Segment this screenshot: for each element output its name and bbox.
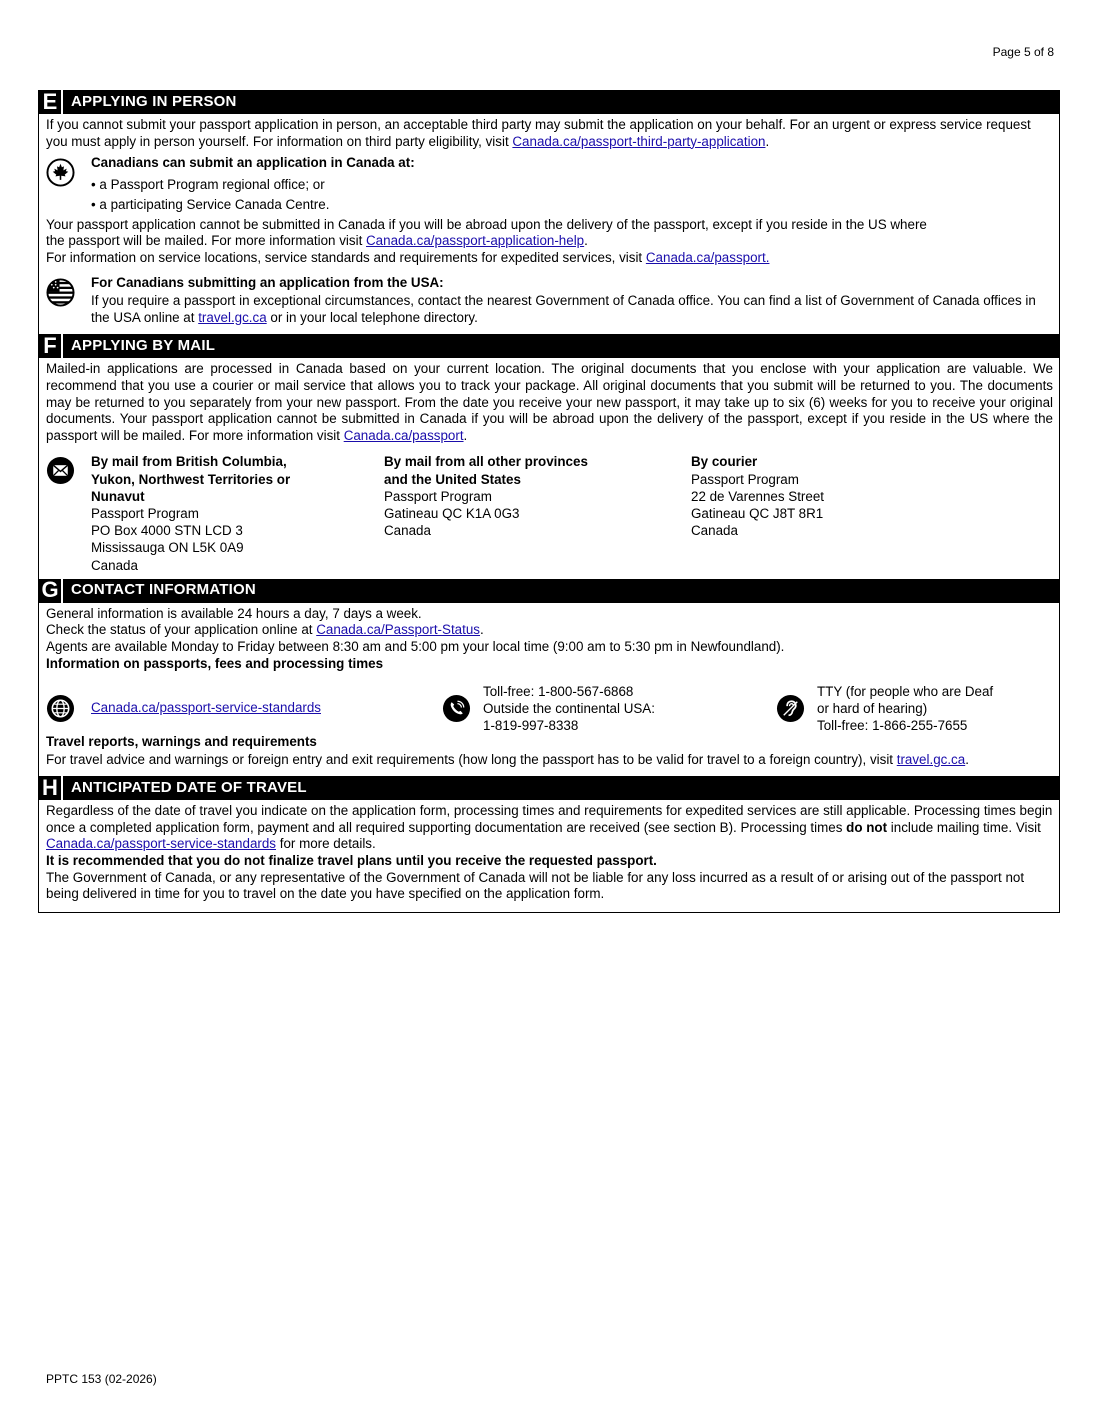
canada-submission-block xyxy=(46,155,1053,215)
list-item: • a participating Service Canada Centre. xyxy=(91,196,330,212)
travel-plans-warning: It is recommended that you do not finalize travel plans until you receive the requested passport. xyxy=(46,853,657,869)
section-f-body xyxy=(39,358,1059,578)
outside-usa-number: 1-819-997-8338 xyxy=(483,717,579,733)
passport-link[interactable]: Canada.ca/passport xyxy=(343,427,464,443)
mail-addresses xyxy=(46,453,1053,573)
canada-options-list xyxy=(91,175,415,215)
mail-address-other: By mail from all other provinces and the United States Passport Program Gatineau QC K1A 0G3 Canada xyxy=(384,454,588,539)
page-number: Page 5 of 8 xyxy=(992,45,1054,59)
status-line: Check the status of your application online at Canada.ca/Passport-Status. xyxy=(46,622,484,638)
tty-number: Toll-free: 1-866-255-7655 xyxy=(817,717,968,733)
passport-link[interactable]: Canada.ca/passport. xyxy=(645,249,770,265)
usa-submission-block xyxy=(46,275,1053,327)
section-title: APPLYING IN PERSON xyxy=(71,92,237,110)
usa-paragraph: If you require a passport in exceptional circumstances, contact the nearest Government of Canada office. You can find a list of Government of Canada offices in the USA online at travel.gc.ca or in your local telephone directory. xyxy=(91,293,1036,325)
phone-contact: Toll-free: 1-800-567-6868 Outside the continental USA: 1-819-997-8338 xyxy=(442,683,776,734)
form-page xyxy=(38,90,1060,913)
us-flag-icon xyxy=(46,278,75,307)
list-item: • a Passport Program regional office; or xyxy=(91,176,325,192)
section-letter: H xyxy=(39,776,63,800)
section-title: APPLYING BY MAIL xyxy=(71,337,216,355)
mail-address-bc: By mail from British Columbia, Yukon, Northwest Territories or Nunavut Passport Program PO Box 4000 STN LCD 3 Mississauga ON L5K 0A9 Canada xyxy=(91,454,291,573)
section-h-header xyxy=(39,776,1059,800)
travel-paragraph: For travel advice and warnings or foreign entry and exit requirements (how long the passport has to be valid for travel to a foreign country), visit travel.gc.ca. xyxy=(46,751,969,767)
section-e-header xyxy=(39,90,1059,114)
section-e-body xyxy=(39,114,1059,331)
third-party-paragraph: If you cannot submit your passport application in person, an acceptable third party may submit the application on your behalf. For an urgent or express service request you must apply in person yourself. For information on third party eligibility, visit Canada.ca/passport-third-party-application. xyxy=(46,117,1031,149)
courier-address: By courier Passport Program 22 de Varennes Street Gatineau QC J8T 8R1 Canada xyxy=(691,454,825,539)
maple-leaf-icon xyxy=(46,158,75,187)
third-party-link[interactable]: Canada.ca/passport-third-party-application xyxy=(512,133,766,149)
abroad-paragraph: Your passport application cannot be submitted in Canada if you will be abroad upon the delivery of the passport, except if you reside in the US where the passport will be mailed. For more information visit Canada.ca/passport-application-help. For information on service locations, service standards and requirements for expedited services, visit Canada.ca/passport. xyxy=(46,216,927,265)
service-standards-link[interactable]: Canada.ca/passport-service-standards xyxy=(46,836,276,852)
application-help-link[interactable]: Canada.ca/passport-application-help xyxy=(366,233,585,249)
section-h-body xyxy=(39,800,1059,912)
travel-gc-link[interactable]: travel.gc.ca xyxy=(896,751,966,767)
section-letter: G xyxy=(39,579,63,603)
service-standards-link[interactable]: Canada.ca/passport-service-standards xyxy=(91,699,321,715)
website-contact xyxy=(46,694,442,723)
general-info-line: General information is available 24 hours a day, 7 days a week. xyxy=(46,605,422,621)
section-f-header xyxy=(39,334,1059,358)
info-heading: Information on passports, fees and processing times xyxy=(46,655,384,671)
section-title: ANTICIPATED DATE OF TRAVEL xyxy=(71,779,307,796)
travel-gc-link[interactable]: travel.gc.ca xyxy=(198,309,267,325)
section-g-body xyxy=(39,603,1059,774)
section-letter: E xyxy=(39,90,63,114)
travel-heading: Travel reports, warnings and requirements xyxy=(46,734,317,750)
usa-heading: For Canadians submitting an application from the USA: xyxy=(91,274,444,290)
agents-line: Agents are available Monday to Friday between 8:30 am and 5:00 pm your local time (9:00 am to 5:30 pm in Newfoundland). xyxy=(46,638,785,654)
toll-free-number: Toll-free: 1-800-567-6868 xyxy=(483,683,634,699)
globe-icon xyxy=(46,694,75,723)
passport-status-link[interactable]: Canada.ca/Passport-Status xyxy=(316,622,480,638)
envelope-icon xyxy=(46,456,75,485)
canada-heading: Canadians can submit an application in Canada at: xyxy=(91,155,415,171)
liability-paragraph: The Government of Canada, or any representative of the Government of Canada will not be liable for any loss incurred as a result of or arising out of the passport not being delivered in time for you to travel on the date you have specified on the application form. xyxy=(46,869,1025,902)
processing-paragraph: Regardless of the date of travel you indicate on the application form, processing times and requirements for expedited services are still applicable. Processing times begin once a completed application form, payment and all required supporting documentation are received (see section B). Processing times do not include mailing time. Visit Canada.ca/passport-service-standards for more details. xyxy=(46,803,1053,852)
section-letter: F xyxy=(39,334,63,358)
contact-options xyxy=(46,682,1053,734)
hearing-icon xyxy=(776,694,805,723)
phone-icon xyxy=(442,694,471,723)
section-g-header xyxy=(39,579,1059,603)
tty-contact: TTY (for people who are Deaf or hard of hearing) Toll-free: 1-866-255-7655 xyxy=(776,683,993,734)
mail-intro-paragraph: Mailed-in applications are processed in Canada based on your current location. The original documents that you enclose with your application are valuable. We recommend that you use a courier or mail service that allows you to track your package. All original documents that you submit will be returned to you. The documents may be returned to you separately from your new passport. From the date you receive your new passport, it may take up to six (6) weeks for you to receive your original documents. Your passport application cannot be submitted in Canada if you will be abroad upon the delivery of the passport, except if you reside in the US where the passport will be mailed. For more information visit Canada.ca/passport. xyxy=(46,361,1053,443)
section-title: CONTACT INFORMATION xyxy=(71,581,256,599)
form-code: PPTC 153 (02-2026) xyxy=(46,1372,157,1386)
